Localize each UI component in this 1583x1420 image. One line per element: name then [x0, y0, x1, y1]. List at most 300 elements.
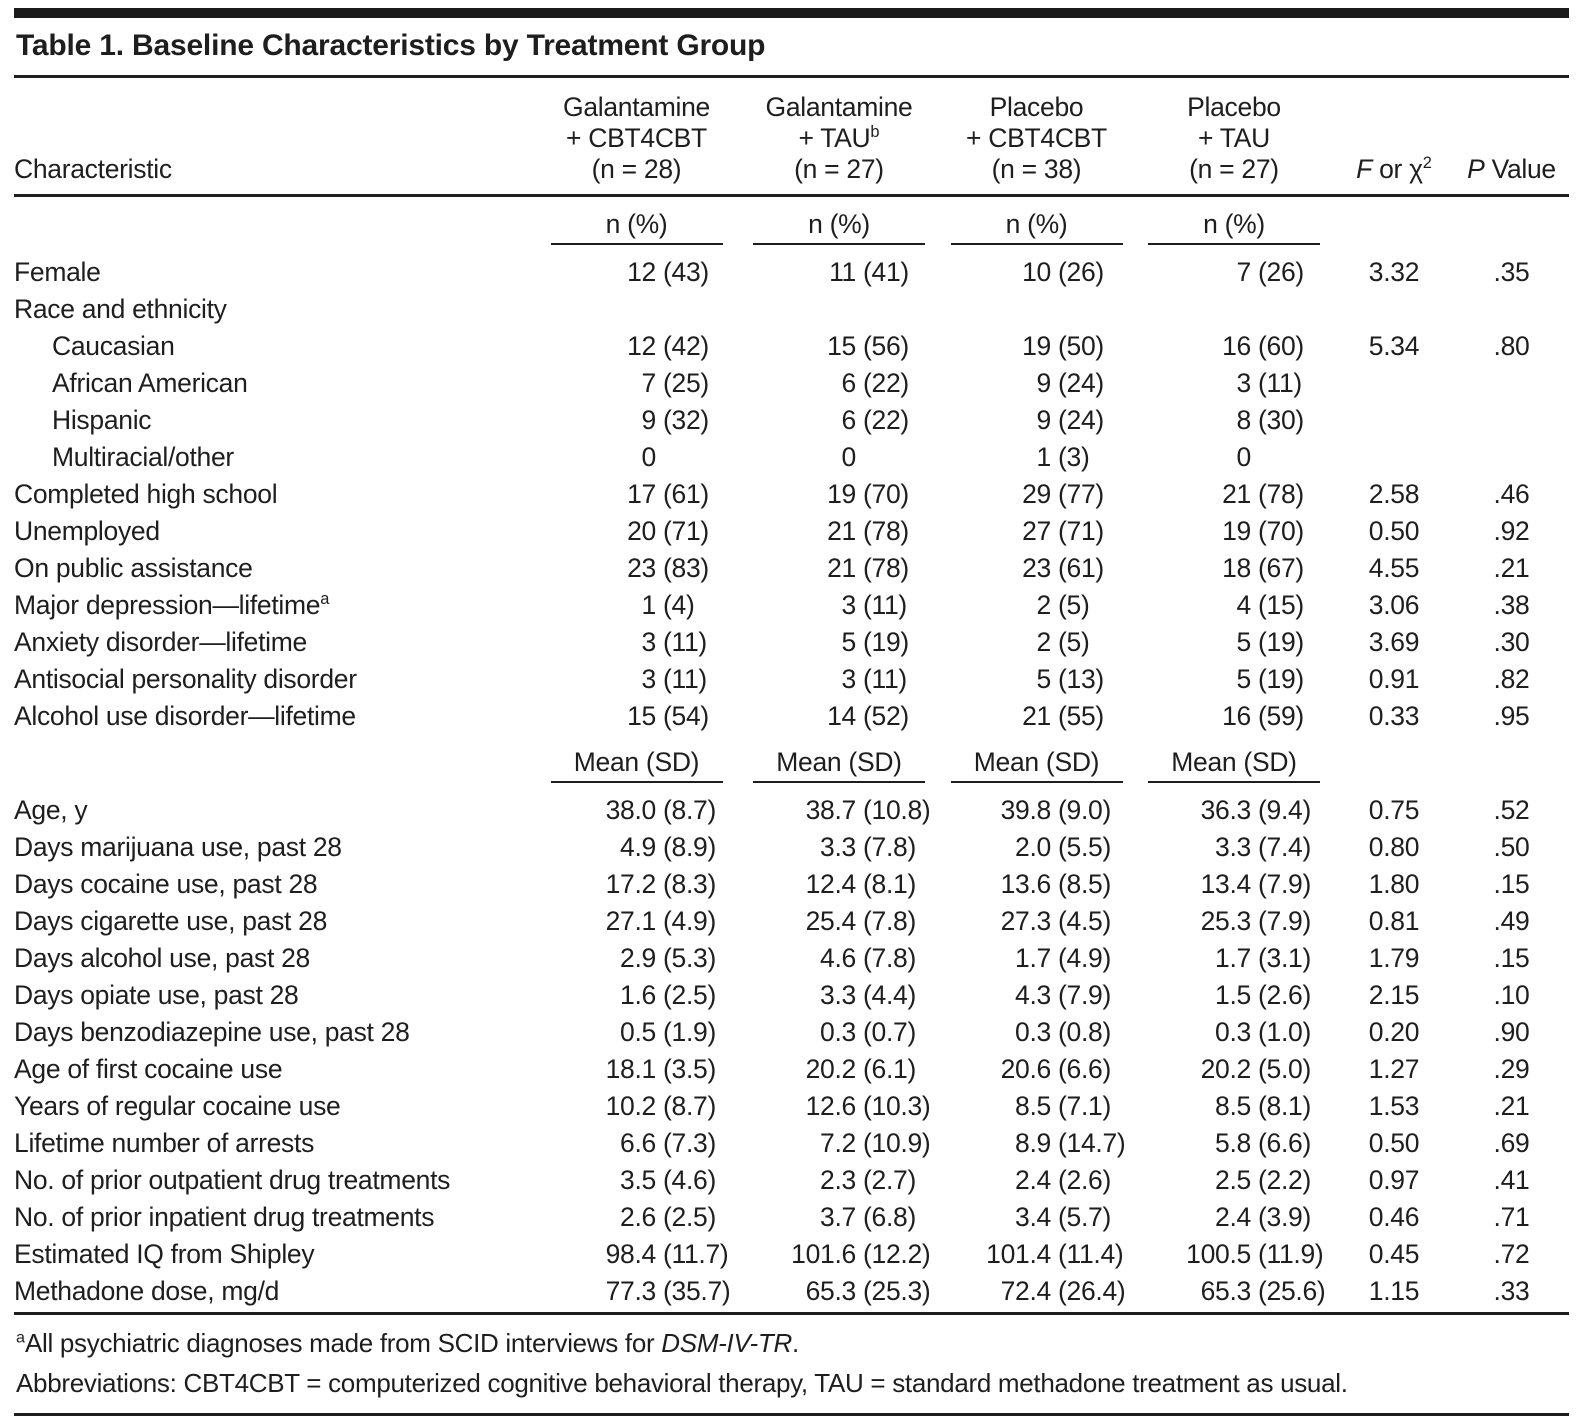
value-paren: (5.7) — [1058, 1202, 1111, 1232]
value-cell — [1134, 365, 1334, 402]
value-cell — [939, 698, 1134, 735]
p-value-cell: .33 — [1493, 1276, 1530, 1306]
value — [939, 869, 1134, 900]
value-number: 3 — [841, 590, 856, 620]
value-number: 5 — [1036, 664, 1051, 694]
f-statistic-cell: 3.69 — [1368, 627, 1420, 657]
value-number: 29 — [1022, 479, 1051, 509]
row-label: Hispanic — [52, 405, 152, 435]
value — [939, 1202, 1134, 1233]
value — [1134, 1202, 1334, 1233]
table-row — [14, 1014, 1569, 1051]
value-cell — [739, 661, 939, 698]
value-paren: (55) — [1058, 701, 1104, 731]
value-cell — [1134, 1088, 1334, 1125]
f-statistic-cell: 4.55 — [1368, 553, 1420, 583]
value-cell — [534, 698, 739, 735]
row-label: Age, y — [14, 795, 88, 825]
value-paren: (42) — [663, 331, 709, 361]
value — [739, 590, 939, 621]
value-number: 2.4 — [1215, 1202, 1251, 1232]
value-paren: (71) — [663, 516, 709, 546]
value — [739, 1091, 939, 1122]
value-paren: (59) — [1258, 701, 1304, 731]
value-cell — [739, 587, 939, 624]
measure-label: Mean (SD) — [753, 747, 925, 783]
value-paren: (5) — [1058, 590, 1090, 620]
value-paren: (54) — [663, 701, 709, 731]
value — [739, 1165, 939, 1196]
value-paren: (7.8) — [863, 906, 916, 936]
measure-subheader-row — [14, 196, 1569, 255]
table-row — [14, 550, 1569, 587]
value-number: 9 — [1036, 405, 1051, 435]
value-paren: (25) — [663, 368, 709, 398]
value-paren: (61) — [1058, 553, 1104, 583]
value — [939, 553, 1134, 584]
f-statistic-cell: 1.27 — [1368, 1054, 1420, 1084]
f-statistic-cell: 0.20 — [1368, 1017, 1420, 1047]
measure-label: n (%) — [551, 209, 723, 245]
value-paren: (7.9) — [1258, 869, 1311, 899]
value-number: 3.3 — [1215, 832, 1251, 862]
value-cell — [534, 792, 739, 829]
value-paren: (41) — [863, 257, 909, 287]
value — [1134, 701, 1334, 732]
value-number: 65.3 — [805, 1276, 856, 1306]
value-number: 0.5 — [620, 1017, 656, 1047]
value — [739, 1128, 939, 1159]
value — [939, 479, 1134, 510]
value-number: 5 — [841, 627, 856, 657]
value — [939, 906, 1134, 937]
value-number: 77.3 — [605, 1276, 656, 1306]
value-paren: (3.5) — [663, 1054, 716, 1084]
row-label: Alcohol use disorder—lifetime — [14, 701, 356, 731]
value — [534, 664, 739, 695]
value — [1134, 590, 1334, 621]
value — [534, 1054, 739, 1085]
value — [939, 442, 1134, 473]
value-paren: (2.5) — [663, 1202, 716, 1232]
value-paren: (24) — [1058, 368, 1104, 398]
group-2-line-2: + $TAU^b$ — [798, 123, 880, 153]
group-4-line-2: + TAU — [1198, 123, 1270, 153]
value-cell — [939, 1236, 1134, 1273]
value-paren: (5) — [1058, 627, 1090, 657]
value-number: 20.2 — [1200, 1054, 1251, 1084]
value-cell — [739, 940, 939, 977]
value — [739, 795, 939, 826]
value-paren: (7.1) — [1058, 1091, 1111, 1121]
value — [534, 442, 739, 473]
value-number: 10.2 — [605, 1091, 656, 1121]
value-cell — [739, 1199, 939, 1236]
value-number: 20 — [627, 516, 656, 546]
value — [939, 795, 1134, 826]
value-number: 3.5 — [620, 1165, 656, 1195]
value-number: 6 — [841, 368, 856, 398]
f-statistic-cell — [1334, 365, 1454, 402]
value-cell — [939, 402, 1134, 439]
value-paren: (2.6) — [1058, 1165, 1111, 1195]
row-label: Major depression—lifetime$^a$ — [14, 590, 330, 620]
value — [534, 795, 739, 826]
value-paren: (11) — [863, 664, 907, 694]
value-paren: (7.9) — [1058, 980, 1111, 1010]
value-number: 1 — [1036, 442, 1051, 472]
value-cell — [939, 866, 1134, 903]
value-paren: (78) — [1258, 479, 1304, 509]
value-paren: (19) — [1258, 664, 1304, 694]
value-cell — [1134, 1236, 1334, 1273]
value-paren: (7.3) — [663, 1128, 716, 1158]
value-number: 36.3 — [1200, 795, 1251, 825]
value-number: 20.2 — [805, 1054, 856, 1084]
value-number: 4.3 — [1015, 980, 1051, 1010]
value — [1134, 257, 1334, 288]
value-number: 13.4 — [1200, 869, 1251, 899]
row-label: Age of first cocaine use — [14, 1054, 283, 1084]
value-cell — [534, 977, 739, 1014]
value — [534, 1239, 739, 1270]
value-number: 3 — [641, 664, 656, 694]
column-header-characteristic: Characteristic — [14, 78, 534, 196]
f-statistic-cell: 1.80 — [1368, 869, 1420, 899]
p-value-cell: .35 — [1493, 257, 1530, 287]
measure-cell — [739, 735, 939, 792]
value-paren: (4.9) — [1058, 943, 1111, 973]
value — [534, 479, 739, 510]
value-cell — [939, 550, 1134, 587]
f-statistic-cell: 0.50 — [1368, 1128, 1420, 1158]
row-label: Lifetime number of arrests — [14, 1128, 315, 1158]
value-cell — [1134, 940, 1334, 977]
value-paren: (4.5) — [1058, 906, 1111, 936]
value-cell — [739, 550, 939, 587]
value-paren: (22) — [863, 368, 909, 398]
row-label: Days opiate use, past 28 — [14, 980, 299, 1010]
value-paren: (50) — [1058, 331, 1104, 361]
value-paren: (70) — [863, 479, 909, 509]
p-value-cell: .15 — [1493, 943, 1530, 973]
value-number: 12 — [627, 257, 656, 287]
value-number: 12 — [627, 331, 656, 361]
value-paren: (19) — [863, 627, 909, 657]
value-cell — [534, 1088, 739, 1125]
value — [739, 405, 939, 436]
value-paren: (2.7) — [863, 1165, 916, 1195]
value-cell — [534, 291, 739, 328]
value — [1134, 832, 1334, 863]
value-cell — [939, 1051, 1134, 1088]
value-paren: (22) — [863, 405, 909, 435]
value — [1134, 627, 1334, 658]
value-number: 4 — [1236, 590, 1251, 620]
value-paren: (70) — [1258, 516, 1304, 546]
value-cell — [939, 254, 1134, 291]
value — [1134, 1276, 1334, 1307]
value — [1134, 869, 1334, 900]
value-paren: (25.3) — [863, 1276, 931, 1306]
value-paren: (4) — [663, 590, 695, 620]
value-paren: (7.9) — [1258, 906, 1311, 936]
table-row — [14, 903, 1569, 940]
value-cell — [534, 866, 739, 903]
value-number: 16 — [1222, 701, 1251, 731]
measure-cell — [939, 196, 1134, 255]
value — [534, 943, 739, 974]
value-number: 0.3 — [1215, 1017, 1251, 1047]
value-cell — [939, 940, 1134, 977]
value — [939, 1165, 1134, 1196]
chi-square-exponent: 2 — [1422, 154, 1432, 173]
header-row — [14, 78, 1569, 196]
value-cell — [1134, 1051, 1334, 1088]
value-number: 5.8 — [1215, 1128, 1251, 1158]
value-paren: (4.9) — [663, 906, 716, 936]
value-cell — [739, 1014, 939, 1051]
spacer-cell — [1334, 196, 1454, 255]
value-paren: (8.7) — [663, 795, 716, 825]
value-cell — [739, 254, 939, 291]
value-cell — [1134, 977, 1334, 1014]
value-cell — [939, 1088, 1134, 1125]
value-cell — [939, 624, 1134, 661]
value — [1134, 1054, 1334, 1085]
value-paren: (14.7) — [1058, 1128, 1126, 1158]
value-paren: (43) — [663, 257, 709, 287]
row-label: Days alcohol use, past 28 — [14, 943, 310, 973]
value-number: 2.5 — [1215, 1165, 1251, 1195]
value-number: 27 — [1022, 516, 1051, 546]
value-paren: (19) — [1258, 627, 1304, 657]
value-number: 25.3 — [1200, 906, 1251, 936]
value — [1134, 331, 1334, 362]
value — [739, 442, 939, 473]
measure-label: Mean (SD) — [1148, 747, 1320, 783]
value-number: 101.4 — [986, 1239, 1051, 1269]
value-cell — [534, 1273, 739, 1310]
value-paren: (1.9) — [663, 1017, 716, 1047]
value — [739, 331, 939, 362]
measure-label: n (%) — [951, 209, 1123, 245]
table-top-rule — [14, 8, 1569, 18]
value — [939, 832, 1134, 863]
value-cell — [1134, 291, 1334, 328]
value — [1134, 516, 1334, 547]
f-statistic-cell: 5.34 — [1368, 331, 1420, 361]
value — [939, 701, 1134, 732]
value-paren: (78) — [863, 553, 909, 583]
value — [534, 1017, 739, 1048]
value-number: 1 — [641, 590, 656, 620]
f-statistic-cell: 3.06 — [1368, 590, 1420, 620]
value — [534, 980, 739, 1011]
table-row — [14, 365, 1569, 402]
table-row — [14, 291, 1569, 328]
measure-cell — [534, 196, 739, 255]
value-paren: (11) — [663, 664, 707, 694]
measure-cell — [939, 735, 1134, 792]
value-number: 0 — [641, 442, 656, 472]
value-number: 2.6 — [620, 1202, 656, 1232]
table-row — [14, 1051, 1569, 1088]
value — [939, 590, 1134, 621]
value-cell — [939, 328, 1134, 365]
value-paren: (61) — [663, 479, 709, 509]
value — [534, 1202, 739, 1233]
value-paren: (4.6) — [663, 1165, 716, 1195]
value-paren: (35.7) — [663, 1276, 731, 1306]
value — [534, 516, 739, 547]
value — [1134, 795, 1334, 826]
value-cell — [534, 1051, 739, 1088]
value-cell — [1134, 476, 1334, 513]
column-header-f-statistic: F or $\chi^2$ — [1334, 78, 1454, 196]
value — [739, 1017, 939, 1048]
value-number: 3 — [841, 664, 856, 694]
value-number: 1.6 — [620, 980, 656, 1010]
table-row — [14, 792, 1569, 829]
value-number: 38.7 — [805, 795, 856, 825]
p-value-cell — [1454, 365, 1569, 402]
value-paren: (5.0) — [1258, 1054, 1311, 1084]
value-cell — [1134, 624, 1334, 661]
row-label: Race and ethnicity — [14, 294, 227, 324]
f-statistic-cell: 2.15 — [1368, 980, 1420, 1010]
p-value-cell: .50 — [1493, 832, 1530, 862]
value-number: 2.3 — [820, 1165, 856, 1195]
f-statistic-cell — [1334, 439, 1454, 476]
value-number: 20.6 — [1000, 1054, 1051, 1084]
value-cell — [939, 903, 1134, 940]
value-cell — [939, 587, 1134, 624]
f-statistic-cell: 2.58 — [1368, 479, 1420, 509]
value-paren: (11.9) — [1258, 1239, 1324, 1269]
f-statistic-cell: 0.81 — [1368, 906, 1420, 936]
table-row — [14, 977, 1569, 1014]
row-label: Days cigarette use, past 28 — [14, 906, 328, 936]
table-row — [14, 1273, 1569, 1310]
value — [1134, 664, 1334, 695]
value-cell — [1134, 1162, 1334, 1199]
value — [534, 257, 739, 288]
table-row — [14, 698, 1569, 735]
footnote-a-marker: a — [16, 1328, 25, 1347]
value-number: 27.3 — [1000, 906, 1051, 936]
value-number: 5 — [1236, 664, 1251, 694]
row-label: Female — [14, 257, 101, 287]
value — [739, 701, 939, 732]
value-number: 1.7 — [1215, 943, 1251, 973]
value-cell — [534, 829, 739, 866]
table-row — [14, 1162, 1569, 1199]
value-paren: (52) — [863, 701, 909, 731]
value-cell — [739, 291, 939, 328]
table-row — [14, 328, 1569, 365]
value-number: 72.4 — [1000, 1276, 1051, 1306]
value-number: 23 — [627, 553, 656, 583]
value-paren: (13) — [1058, 664, 1104, 694]
f-statistic-cell: 3.32 — [1368, 257, 1420, 287]
spacer-cell — [1454, 196, 1569, 255]
value — [1134, 906, 1334, 937]
row-label: Days cocaine use, past 28 — [14, 869, 318, 899]
measure-subheader-row — [14, 735, 1569, 792]
row-label: Anxiety disorder—lifetime — [14, 627, 307, 657]
measure-label: n (%) — [753, 209, 925, 245]
f-statistic-cell: 0.45 — [1368, 1239, 1420, 1269]
value-paren: (11) — [1258, 368, 1302, 398]
value-paren: (26) — [1058, 257, 1104, 287]
value-cell — [739, 1125, 939, 1162]
value-cell — [534, 1162, 739, 1199]
value-cell — [739, 1051, 939, 1088]
value-number: 65.3 — [1200, 1276, 1251, 1306]
value-number: 2 — [1036, 627, 1051, 657]
value-number: 3 — [641, 627, 656, 657]
value-paren: (26.4) — [1058, 1276, 1126, 1306]
measure-cell — [1134, 196, 1334, 255]
value-paren: (6.6) — [1058, 1054, 1111, 1084]
p-value-cell: .29 — [1493, 1054, 1530, 1084]
value-number: 3.3 — [820, 980, 856, 1010]
value — [1134, 1239, 1334, 1270]
f-statistic-cell: 1.15 — [1368, 1276, 1420, 1306]
value-number: 11 — [829, 257, 856, 287]
row-label: No. of prior outpatient drug treatments — [14, 1165, 451, 1195]
value — [739, 1276, 939, 1307]
value — [939, 516, 1134, 547]
f-statistic-cell: 1.79 — [1368, 943, 1420, 973]
value-paren: (3.1) — [1258, 943, 1311, 973]
row-label: Years of regular cocaine use — [14, 1091, 341, 1121]
value-number: 19 — [827, 479, 856, 509]
value-number: 0 — [841, 442, 856, 472]
column-header-group-2 — [739, 78, 939, 196]
value-cell — [534, 476, 739, 513]
row-label: Estimated IQ from Shipley — [14, 1239, 315, 1269]
f-statistic-cell: 0.80 — [1368, 832, 1420, 862]
p-value-cell — [1454, 439, 1569, 476]
p-value-cell: .80 — [1493, 331, 1530, 361]
value — [534, 1276, 739, 1307]
value-number: 21 — [1222, 479, 1251, 509]
value-paren: (77) — [1058, 479, 1104, 509]
value — [739, 479, 939, 510]
value-cell — [534, 328, 739, 365]
value — [739, 664, 939, 695]
value-paren: (8.3) — [663, 869, 716, 899]
value-cell — [739, 513, 939, 550]
table-row — [14, 587, 1569, 624]
value-number: 4.9 — [620, 832, 656, 862]
value — [1134, 943, 1334, 974]
table-footer — [14, 1312, 1569, 1416]
value-cell — [939, 439, 1134, 476]
spacer-cell — [14, 735, 534, 792]
value-paren: (60) — [1258, 331, 1304, 361]
value-paren: (78) — [863, 516, 909, 546]
value-cell — [534, 365, 739, 402]
value — [739, 368, 939, 399]
value — [739, 516, 939, 547]
value-paren: (11) — [863, 590, 907, 620]
value-cell — [1134, 903, 1334, 940]
p-value-cell: .10 — [1493, 980, 1530, 1010]
value-number: 3.7 — [820, 1202, 856, 1232]
